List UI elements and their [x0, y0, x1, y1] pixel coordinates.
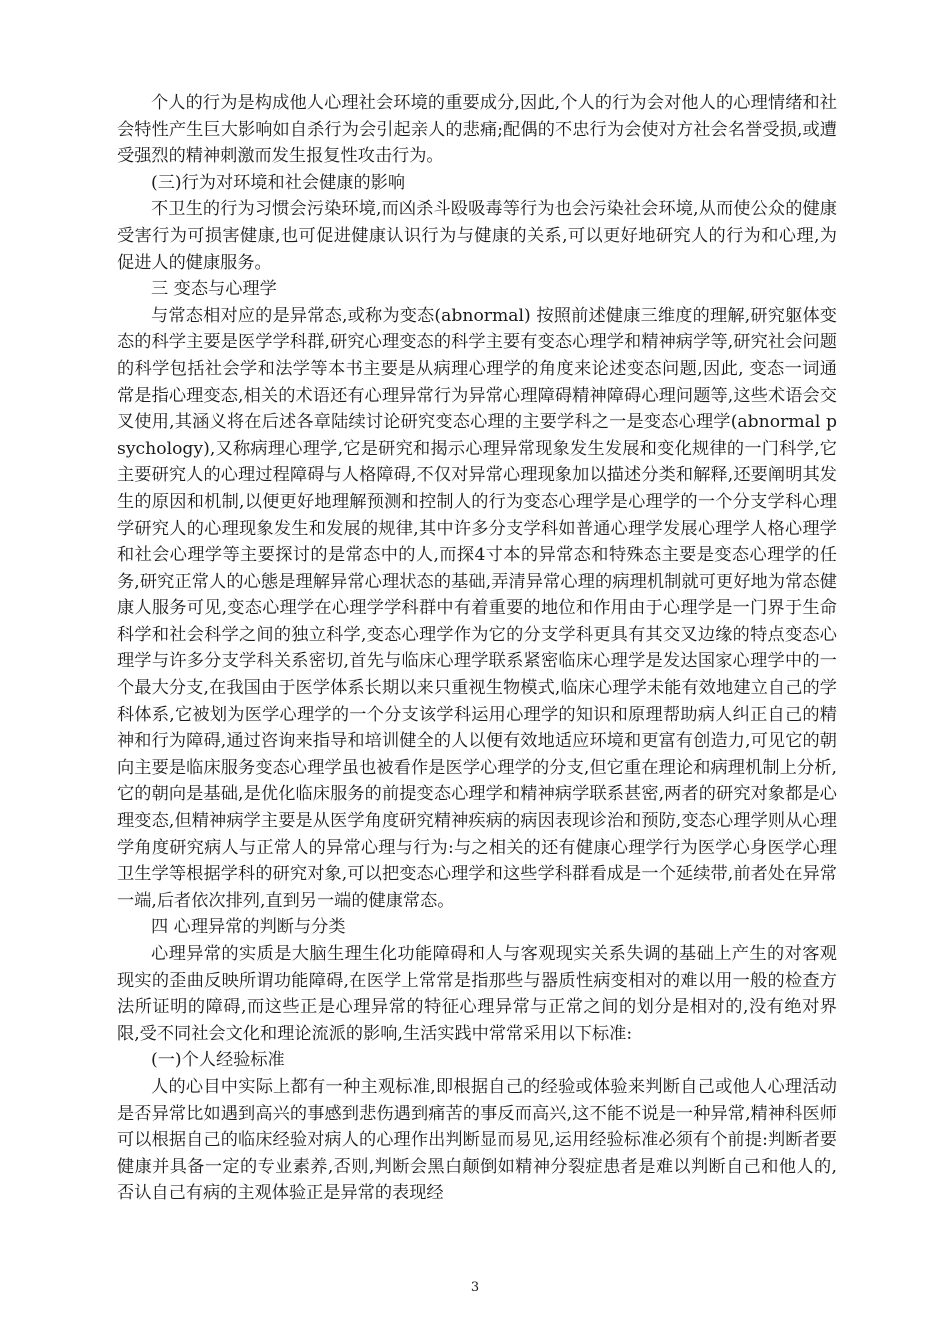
section-heading-abnormal-psychology: 三 变态与心理学 [151, 279, 277, 300]
subsection-heading-personal-experience: (一)个人经验标准 [151, 1050, 285, 1071]
section-heading-judgment-classification: 四 心理异常的判断与分类 [151, 917, 346, 938]
paragraph-subjective-standard: 人的心目中实际上都有一种主观标准,即根据自己的经验或体验来判断自己或他人心理活动是否异常比如遇到高兴的事感到悲伤遇到痛苦的事反而高兴,这不能不说是一种异常,精神科医师可以根据自己的临床经验对病人的心理作出判断显而易见,运用经验标准必须有个前提:判断者要健康并具备一定的专业素养,否则,判断会黑白颠倒如精神分裂症患者是难以判断自己和他人的, 否认自己有病的主观体验正是异常的表现经 [117, 1076, 837, 1204]
paragraph-abnormal-psychology: 与常态相对应的是异常态,或称为变态(abnormal) 按照前述健康三维度的理解,研究躯体变态的科学主要是医学学科群,研究心理变态的科学主要有变态心理学和精神病学等,研究社会问题的科学包括社会学和法学等本书主要是从病理心理学的角度来论述变态问题,因此, 变态一词通常是指心理变态,相关的术语还有心理异常行为异常心理障碍精神障碍心理问题等,这些术语会交叉使用,其涵义将在后述各章陆续讨论研究变态心理的主要学科之一是变态心理学(abnormal psychology),又称病理心理学,它是研究和揭示心理异常现象发生发展和变化规律的一门科学,它主要研究人的心理过程障碍与人格障碍,不仅对异常心理现象加以描述分类和解释,还要阐明其发生的原因和机制,以便更好地理解预测和控制人的行为变态心理学是心理学的一个分支学科心理学研究人的心理现象发生和发展的规律,其中许多分支学科如普通心理学发展心理学人格心理学和社会心理学等主要探讨的是常态中的人,而探4寸本的异常态和特殊态主要是变态心理学的任务,研究正常人的心態是理解异常心理状态的基础,弄清异常心理的病理机制就可更好地为常态健康人服务可见,变态心理学在心理学学科群中有着重要的地位和作用由于心理学是一门界于生命科学和社会科学之间的独立科学,变态心理学作为它的分支学科更具有其交叉边缘的特点变态心理学与许多分支学科关系密切,首先与临床心理学联系紧密临床心理学是发达国家心理学中的一个最大分支,在我国由于医学体系长期以来只重视生物模式,临床心理学未能有效地建立自己的学科体系,它被划为医学心理学的一个分支该学科运用心理学的知识和原理帮助病人纠正自己的精神和行为障碍,通过咨询来指导和培训健全的人以便有效地适应环境和更富有创造力,可见它的朝向主要是临床服务变态心理学虽也被看作是医学心理学的分支,但它重在理论和病理机制上分析,它的朝向是基础,是优化临床服务的前提变态心理学和精神病学联系甚密,两者的研究对象都是心理变态,但精神病学主要是从医学角度研究精神疾病的病因表现诊治和预防,变态心理学则从心理学角度研究病人与正常人的异常心理与行为:与之相关的还有健康心理学行为医学心身医学心理卫生学等根据学科的研究对象,可以把变态心理学和这些学科群看成是一个延续带,前者处在异常一端,后者依次排列,直到另一端的健康常态。 [117, 305, 837, 911]
paragraph-abnormality-essence: 心理异常的实质是大脑生理生化功能障碍和人与客观现实关系失调的基础上产生的对客观现实的歪曲反映所谓功能障碍,在医学上常常是指那些与器质性病变相对的难以用一般的检查方法所证明的障碍,而这些正是心理异常的特征心理异常与正常之间的划分是相对的,没有绝对界限,受不同社会文化和理论流派的影响,生活实践中常常采用以下标准: [117, 944, 837, 1044]
paragraph-behavior-influence: 个人的行为是构成他人心理社会环境的重要成分,因此,个人的行为会对他人的心理情绪和社会特性产生巨大影响如自杀行为会引起亲人的悲痛;配偶的不忠行为会使对方社会名誉受损,或遭受强烈的精神刺激而发生报复性攻击行为。 [117, 93, 837, 167]
paragraph-hygiene-behavior: 不卫生的行为习惯会污染环境,而凶杀斗殴吸毒等行为也会污染社会环境,从而使公众的健康受害行为可损害健康,也可促进健康认识行为与健康的关系,可以更好地研究人的行为和心理,为促进人的健康服务。 [117, 199, 837, 273]
document-body [117, 90, 837, 1270]
section-heading-environment-health: (三)行为对环境和社会健康的影响 [151, 172, 406, 193]
page-number: 3 [470, 1280, 480, 1295]
